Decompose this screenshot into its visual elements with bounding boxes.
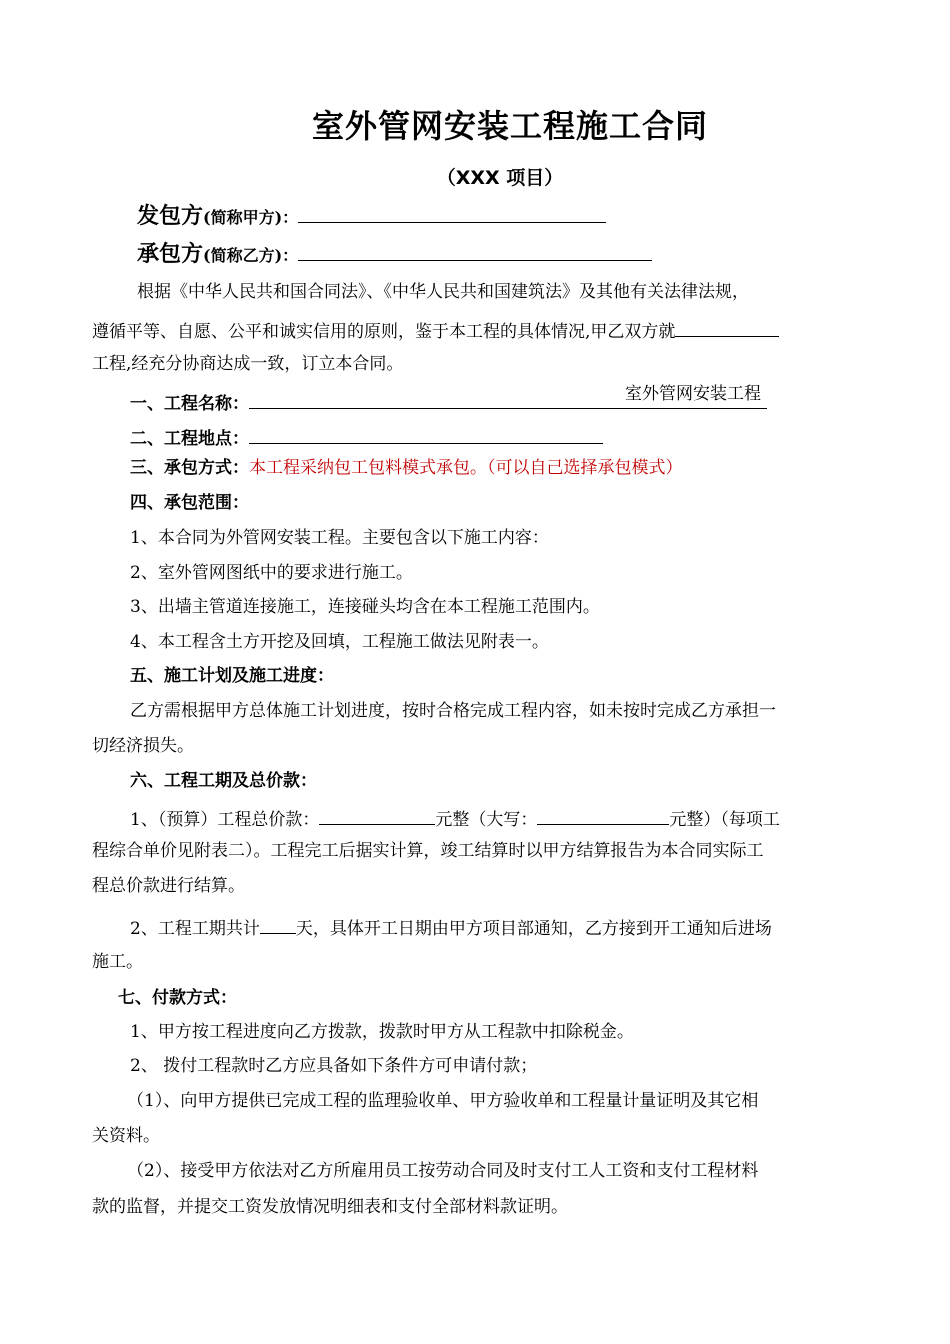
party-b-short: (简称乙方)： (203, 246, 299, 265)
contract-mode-value: 本工程采纳包工包料模式承包。（可以自己选择承包模式） (249, 458, 683, 478)
duration-label: 2、工程工期共计 (130, 919, 260, 939)
party-b-label: 承包方 (137, 241, 204, 267)
party-b-line (137, 238, 652, 272)
party-a-short: (简称甲方)： (203, 208, 299, 227)
section-2-label: 二、工程地点： (130, 429, 249, 449)
section-3-label: 三、承包方式： (130, 458, 249, 478)
section-5-line-1: 乙方需根据甲方总体施工计划进度，按时合格完成工程内容，如未按时完成乙方承担一 (130, 701, 776, 721)
intro-line-1: 根据《中华人民共和国合同法》、《中华人民共和国建筑法》及其他有关法律法规， (137, 282, 749, 302)
scope-item-2: 2、室外管网图纸中的要求进行施工。 (130, 563, 413, 583)
price-yuan-label: 元整（大写： (435, 810, 538, 830)
project-name-blank[interactable] (249, 384, 767, 409)
intro-line-2 (92, 316, 779, 344)
price-words-blank[interactable] (537, 804, 669, 825)
document-title: 室外管网安装工程施工合同 (311, 107, 708, 145)
duration-days-blank[interactable] (260, 913, 296, 934)
price-line-3: 程总价款进行结算。 (92, 876, 245, 896)
payment-item-1: 1、甲方按工程进度向乙方拨款，拨款时甲方从工程款中扣除税金。 (130, 1022, 634, 1042)
price-note: 元整）（每项工 (669, 810, 780, 830)
section-7-label: 七、付款方式： (118, 988, 237, 1008)
section-1-line (130, 384, 767, 416)
price-line-2: 程综合单价见附表二）。工程完工后据实计算，竣工结算时以甲方结算报告为本合同实际工 (92, 841, 764, 861)
payment-item-4-line-1: （2）、接受甲方依法对乙方所雇用员工按劳动合同及时支付工人工资和支付工程材料 (127, 1161, 759, 1181)
section-4-label: 四、承包范围： (130, 493, 249, 513)
section-3-line (130, 456, 683, 480)
duration-line-1 (130, 913, 772, 941)
price-label: 1、（预算）工程总价款： (130, 810, 320, 830)
party-a-line (137, 200, 606, 234)
party-b-blank[interactable] (298, 240, 652, 261)
duration-line-2: 施工。 (92, 952, 143, 972)
scope-item-1: 1、本合同为外管网安装工程。主要包含以下施工内容： (130, 528, 549, 548)
section-5-line-2: 切经济损失。 (92, 736, 194, 756)
payment-item-3-line-1: （1）、向甲方提供已完成工程的监理验收单、甲方验收单和工程量计量证明及其它相 (127, 1091, 759, 1111)
project-location-blank[interactable] (249, 423, 603, 444)
price-amount-blank[interactable] (319, 804, 435, 825)
section-1-label: 一、工程名称： (130, 394, 249, 414)
project-name-value: 室外管网安装工程 (625, 384, 761, 404)
section-5-label: 五、施工计划及施工进度： (130, 666, 334, 686)
intro-line-3: 工程,经充分协商达成一致，订立本合同。 (92, 354, 404, 374)
intro-line-2-text: 遵循平等、自愿、公平和诚实信用的原则，鉴于本工程的具体情况,甲乙双方就 (92, 322, 676, 342)
party-a-label: 发包方 (137, 203, 204, 229)
section-6-label: 六、工程工期及总价款： (130, 771, 317, 791)
scope-item-3: 3、出墙主管道连接施工，连接碰头均含在本工程施工范围内。 (130, 597, 600, 617)
price-line-1 (130, 804, 780, 832)
section-2-line (130, 423, 603, 451)
document-subtitle: （XXX 项目） (436, 167, 564, 189)
payment-item-2: 2、 拨付工程款时乙方应具备如下条件方可申请付款； (130, 1056, 538, 1076)
scope-item-4: 4、本工程含土方开挖及回填，工程施工做法见附表一。 (130, 632, 549, 652)
payment-item-4-line-2: 款的监督，并提交工资发放情况明细表和支付全部材料款证明。 (92, 1197, 568, 1217)
payment-item-3-line-2: 关资料。 (92, 1126, 160, 1146)
duration-text: 天，具体开工日期由甲方项目部通知，乙方接到开工通知后进场 (295, 919, 772, 939)
project-blank[interactable] (675, 316, 779, 337)
party-a-blank[interactable] (298, 202, 606, 223)
